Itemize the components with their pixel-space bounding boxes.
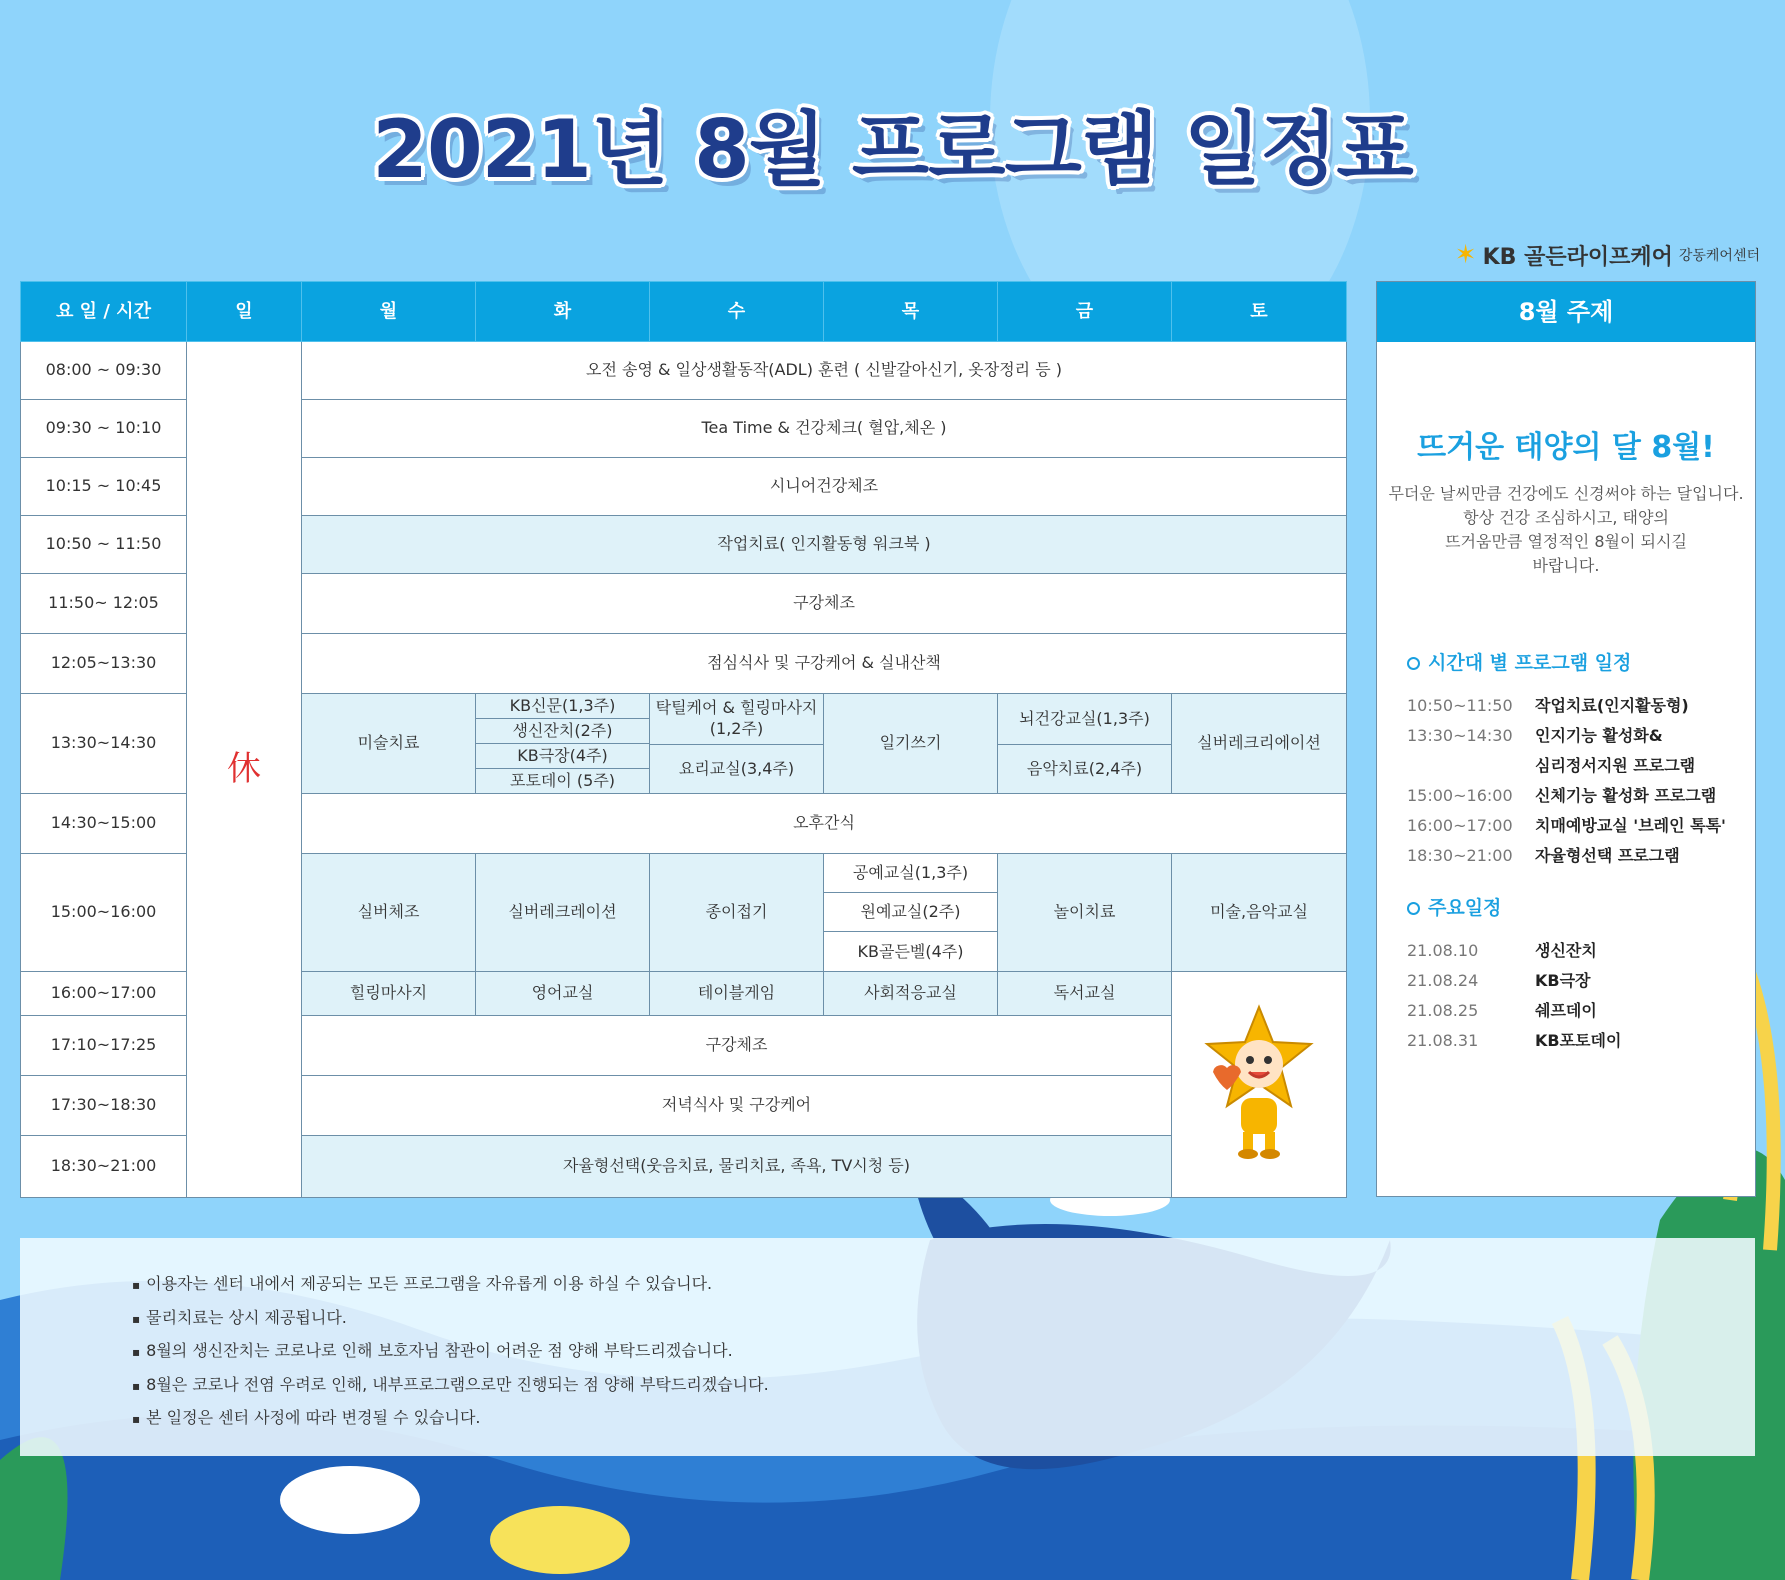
list-item — [1407, 811, 1755, 841]
list-item — [1407, 936, 1755, 966]
list-item — [1407, 751, 1755, 781]
section-title: 주요일정 — [1428, 897, 1502, 919]
time-cell: 14:30~15:00 — [21, 794, 187, 854]
program-subcell: 뇌건강교실(1,3주) — [998, 694, 1171, 745]
note-item: ▪ 물리치료는 상시 제공됩니다. — [132, 1302, 1755, 1336]
note-item: ▪ 본 일정은 센터 사정에 따라 변경될 수 있습니다. — [132, 1402, 1755, 1436]
program-cell: 힐링마사지 — [302, 972, 476, 1016]
time-cell: 18:30~21:00 — [21, 1136, 187, 1198]
item-name: 심리정서지원 프로그램 — [1535, 756, 1696, 775]
program-cell: 점심식사 및 구강케어 & 실내산책 — [302, 634, 1347, 694]
program-subcell: 포토데이 (5주) — [509, 771, 616, 790]
program-cell: 작업치료( 인지활동형 워크북 ) — [302, 516, 1347, 574]
desc-line: 항상 건강 조심하시고, 태양의 — [1463, 508, 1669, 527]
program-subcell: 생신잔치(2주) — [476, 719, 649, 744]
event-date: 21.08.10 — [1407, 941, 1479, 960]
section-title: 시간대 별 프로그램 일정 — [1428, 652, 1632, 674]
item-time: 10:50~11:50 — [1407, 696, 1513, 715]
time-cell: 15:00~16:00 — [21, 854, 187, 972]
program-cell-thu — [824, 854, 998, 972]
event-date: 21.08.25 — [1407, 1001, 1479, 1020]
brand-name: KB 골든라이프케어 — [1482, 244, 1673, 270]
item-time: 13:30~14:30 — [1407, 726, 1513, 745]
event-name: KB포토데이 — [1535, 1031, 1622, 1050]
brand-logo — [1440, 240, 1760, 270]
header-tue: 화 — [476, 282, 650, 342]
header-sun: 일 — [187, 282, 302, 342]
note-item: ▪ 이용자는 센터 내에서 제공되는 모든 프로그램을 자유롭게 이용 하실 수 있습니다. — [132, 1268, 1755, 1302]
star-icon: ✶ — [1454, 240, 1477, 270]
program-cell-tue — [476, 694, 650, 794]
item-name: 작업치료(인지활동형) — [1535, 696, 1689, 715]
program-subcell: 공예교실(1,3주) — [824, 854, 997, 893]
note-item: ▪ 8월의 생신잔치는 코로나로 인해 보호자님 참관이 어려운 점 양해 부탁드리겠습니다. — [132, 1335, 1755, 1369]
program-cell: 구강체조 — [302, 574, 1347, 634]
mascot-cell — [1172, 972, 1347, 1198]
sunday-rest: 休 — [187, 342, 302, 1198]
time-cell: 10:15 ~ 10:45 — [21, 458, 187, 516]
brand-subtitle: 강동케어센터 — [1678, 248, 1760, 264]
circle-icon — [1407, 902, 1420, 915]
list-item — [1407, 691, 1755, 721]
item-name: 인지기능 활성화& — [1535, 726, 1663, 745]
header-time: 요 일 / 시간 — [21, 282, 187, 342]
item-time: 18:30~21:00 — [1407, 846, 1513, 865]
item-name: 자율형선택 프로그램 — [1535, 846, 1680, 865]
program-cell: 오후간식 — [302, 794, 1347, 854]
program-cell: 종이접기 — [650, 854, 824, 972]
time-cell: 13:30~14:30 — [21, 694, 187, 794]
header-mon: 월 — [302, 282, 476, 342]
program-cell: 놀이치료 — [998, 854, 1172, 972]
list-item — [1407, 781, 1755, 811]
note-item: ▪ 8월은 코로나 전염 우려로 인해, 내부프로그램으로만 진행되는 점 양해 부탁드리겠습니다. — [132, 1369, 1755, 1403]
list-item — [1407, 1026, 1755, 1056]
notes-panel — [20, 1238, 1755, 1456]
program-subcell: KB극장(4주) — [476, 744, 649, 769]
item-name: 치매예방교실 '브레인 톡톡' — [1535, 816, 1726, 835]
time-cell: 17:10~17:25 — [21, 1016, 187, 1076]
item-name: 신체기능 활성화 프로그램 — [1535, 786, 1717, 805]
program-cell: 저녁식사 및 구강케어 — [302, 1076, 1172, 1136]
desc-line: 무더운 날씨만큼 건강에도 신경써야 하는 달입니다. — [1388, 484, 1744, 503]
section-programs — [1407, 648, 1755, 675]
list-item — [1407, 841, 1755, 871]
item-time — [1407, 751, 1535, 781]
list-item — [1407, 721, 1755, 751]
event-name: 쉐프데이 — [1535, 1001, 1597, 1020]
program-cell: 미술치료 — [302, 694, 476, 794]
program-cell-fri — [998, 694, 1172, 794]
list-item — [1407, 996, 1755, 1026]
time-cell: 12:05~13:30 — [21, 634, 187, 694]
program-subcell: KB골든벨(4주) — [857, 942, 964, 961]
event-name: KB극장 — [1535, 971, 1591, 990]
event-list — [1377, 936, 1755, 1056]
program-subcell: 음악치료(2,4주) — [1026, 759, 1143, 778]
theme-header: 8월 주제 — [1377, 282, 1755, 342]
program-cell: 테이블게임 — [650, 972, 824, 1016]
program-cell: 실버체조 — [302, 854, 476, 972]
event-date: 21.08.24 — [1407, 971, 1479, 990]
time-cell: 11:50~ 12:05 — [21, 574, 187, 634]
notes-list — [132, 1268, 1755, 1436]
mascot-icon — [1199, 1002, 1319, 1162]
program-cell: 실버레크리에이션 — [1172, 694, 1347, 794]
program-cell: Tea Time & 건강체크( 혈압,체온 ) — [302, 400, 1347, 458]
time-cell: 10:50 ~ 11:50 — [21, 516, 187, 574]
desc-line: 뜨거움만큼 열정적인 8월이 되시길 — [1445, 532, 1687, 551]
program-cell: 사회적응교실 — [824, 972, 998, 1016]
program-cell: 자율형선택(웃음치료, 물리치료, 족욕, TV시청 등) — [302, 1136, 1172, 1198]
item-time: 16:00~17:00 — [1407, 816, 1513, 835]
header-sat: 토 — [1172, 282, 1347, 342]
desc-line: 바랍니다. — [1532, 556, 1600, 575]
time-cell: 08:00 ~ 09:30 — [21, 342, 187, 400]
list-item — [1407, 966, 1755, 996]
program-cell: 영어교실 — [476, 972, 650, 1016]
header-wed: 수 — [650, 282, 824, 342]
schedule-table — [20, 281, 1347, 1198]
program-cell: 일기쓰기 — [824, 694, 998, 794]
time-cell: 17:30~18:30 — [21, 1076, 187, 1136]
program-cell: 오전 송영 & 일상생활동작(ADL) 훈련 ( 신발갈아신기, 옷장정리 등 ) — [302, 342, 1347, 400]
program-list — [1377, 691, 1755, 871]
time-cell: 16:00~17:00 — [21, 972, 187, 1016]
theme-description — [1377, 482, 1755, 578]
program-cell: 독서교실 — [998, 972, 1172, 1016]
event-date: 21.08.31 — [1407, 1031, 1479, 1050]
item-time: 15:00~16:00 — [1407, 786, 1513, 805]
program-cell-wed — [650, 694, 824, 794]
header-thu: 목 — [824, 282, 998, 342]
program-cell: 구강체조 — [302, 1016, 1172, 1076]
theme-panel — [1376, 281, 1756, 1197]
header-fri: 금 — [998, 282, 1172, 342]
circle-icon — [1407, 657, 1420, 670]
program-subcell: KB신문(1,3주) — [476, 694, 649, 719]
event-name: 생신잔치 — [1535, 941, 1597, 960]
program-subcell: 요리교실(3,4주) — [678, 759, 795, 778]
time-cell: 09:30 ~ 10:10 — [21, 400, 187, 458]
section-events — [1407, 893, 1755, 920]
program-cell: 시니어건강체조 — [302, 458, 1347, 516]
program-subcell: 탁틸케어 & 힐링마사지(1,2주) — [650, 694, 823, 745]
theme-slogan: 뜨거운 태양의 달 8월! — [1417, 430, 1715, 465]
program-cell: 미술,음악교실 — [1172, 854, 1347, 972]
program-cell: 실버레크레이션 — [476, 854, 650, 972]
page-title: 2021년 8월 프로그램 일정표 — [372, 103, 1413, 196]
program-subcell: 원예교실(2주) — [824, 893, 997, 932]
